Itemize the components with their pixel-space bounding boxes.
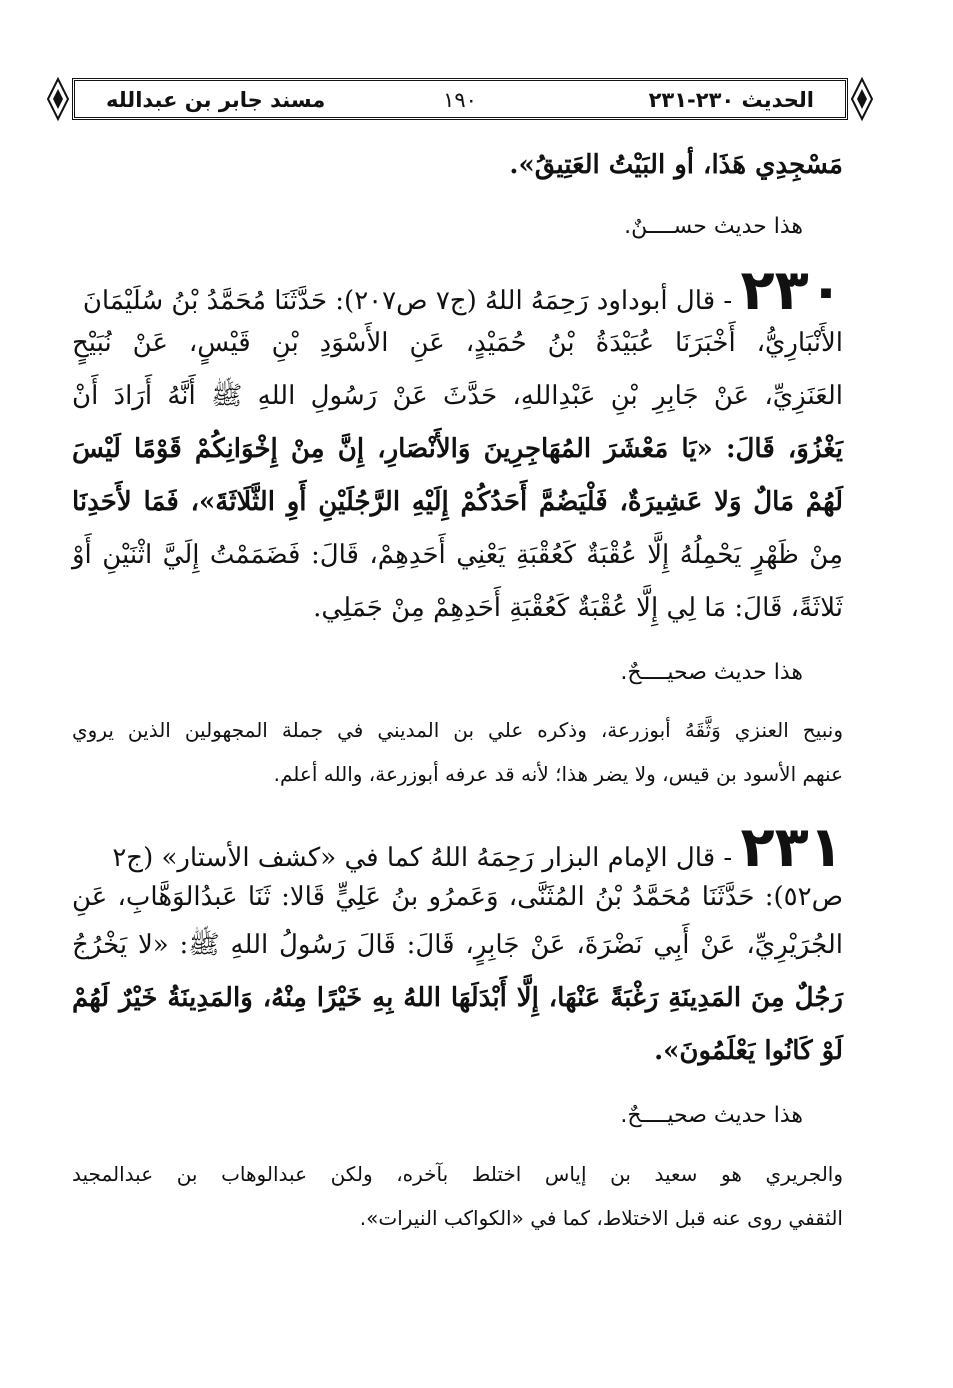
hadith-231-number: ٢٣١	[740, 815, 843, 880]
hadith-230-line-5: مِنْ ظَهْرٍ يَحْمِلُهُ إِلَّا عُقْبَةٌ كَعُقْبَةِ يَعْنِي أَحَدِهِمْ، قَالَ: فَضَمَمْتُ إِلَيَّ اثْنَيْنِ أَوْ	[72, 540, 843, 570]
hadith-231-line-1: ص٥٢): حَدَّثَنَا مُحَمَّدُ بْنُ المُثَنَّى، وَعَمرُو بنُ عَلِيٍّ قَالا: ثَنَا عَبدُالوَهَّابِ، عَنِ	[72, 882, 843, 912]
hadith-231-line-0: - قال الإمام البزار رَحِمَهُ اللهُ كما في «كشف الأستار» (ج٢	[112, 843, 733, 873]
hadith-231-line-4: لَوْ كَانُوا يَعْلَمُونَ».	[654, 1036, 843, 1066]
grade-sahih-1: هذا حديث صحيــــحٌ.	[620, 660, 803, 685]
hadith-230-line-2: العَنَزِيِّ، عَنْ جَابِرِ بْنِ عَبْدِاللهِ، حَدَّثَ عَنْ رَسُولِ اللهِ ﷺ أَنَّهُ أَرَادَ أَنْ	[72, 381, 843, 411]
hadith-231-first-line	[72, 815, 843, 880]
page-number: ١٩٠	[443, 88, 477, 112]
note-1-line-1: عنهم الأسود بن قيس، ولا يضر هذا؛ لأنه قد عرفه أبوزرعة، والله أعلم.	[273, 762, 843, 786]
note-2-line-1: الثقفي روى عنه قبل الاختلاط، كما في «الكواكب النيرات».	[359, 1206, 843, 1230]
grade-sahih-2: هذا حديث صحيــــحٌ.	[620, 1103, 803, 1128]
hadith-230-line-4: لَهُمْ مَالٌ وَلا عَشِيرَةٌ، فَلْيَضُمَّ أَحَدُكُمْ إِلَيْهِ الرَّجُلَيْنِ أَوِ الثَّلَاثَةَ»، فَمَا لأَحَدِنَا	[72, 487, 843, 517]
intro-line: مَسْجِدِي هَذَا، أو البَيْتُ العَتِيقُ».	[509, 150, 843, 180]
hadith-231-line-3: رَجُلٌ مِنَ المَدِينَةِ رَغْبَةً عَنْهَا، إِلَّا أَبْدَلَهَا اللهُ بِهِ خَيْرًا مِنْهُ، وَالمَدِينَةُ خَيْرٌ لَهُمْ	[72, 983, 843, 1013]
note-2-line-0: والجريري هو سعيد بن إياس اختلط بآخره، ولكن عبدالوهاب بن عبدالمجيد	[72, 1162, 843, 1186]
hadith-230-number: ٢٣٠	[740, 258, 843, 323]
ornament-left-icon	[46, 74, 70, 124]
book-title: مسند جابر بن عبدالله	[106, 88, 326, 112]
page-header	[46, 74, 874, 124]
ornament-right-icon	[850, 74, 874, 124]
hadith-231-line-2: الجُرَيْرِيِّ، عَنْ أَبِي نَضْرَةَ، عَنْ جَابِرٍ، قَالَ: قَالَ رَسُولُ اللهِ ﷺ: «لا يَخْرُجُ	[72, 930, 843, 960]
hadith-230-first-line	[72, 258, 843, 323]
hadith-230-line-6: ثَلاثَةً، قَالَ: مَا لِي إِلَّا عُقْبَةٌ كَعُقْبَةِ أَحَدِهِمْ مِنْ جَمَلِي.	[313, 593, 843, 623]
note-1-line-0: ونبيح العنزي وَثَّقَهُ أبوزرعة، وذكره علي بن المديني في جملة المجهولين الذين يروي	[72, 718, 843, 742]
hadith-range: الحديث ٢٣٠-٢٣١	[648, 88, 814, 112]
hadith-230-line-3: يَغْزُوَ، قَالَ: «يَا مَعْشَرَ المُهَاجِرِينَ وَالأَنْصَارِ، إِنَّ مِنْ إِخْوَانِكُمْ قَوْمًا لَيْسَ	[72, 434, 843, 464]
grade-hasan: هذا حديث حســــنٌ.	[624, 214, 803, 239]
hadith-230-line-0: - قال أبوداود رَحِمَهُ اللهُ (ج٧ ص٢٠٧): حَدَّثَنَا مُحَمَّدُ بْنُ سُلَيْمَانَ	[82, 286, 733, 316]
hadith-230-line-1: الأَنْبَارِيُّ، أَخْبَرَنَا عُبَيْدَةُ بْنُ حُمَيْدٍ، عَنِ الأَسْوَدِ بْنِ قَيْسٍ، عَنْ نُبَيْحٍ	[72, 328, 843, 358]
